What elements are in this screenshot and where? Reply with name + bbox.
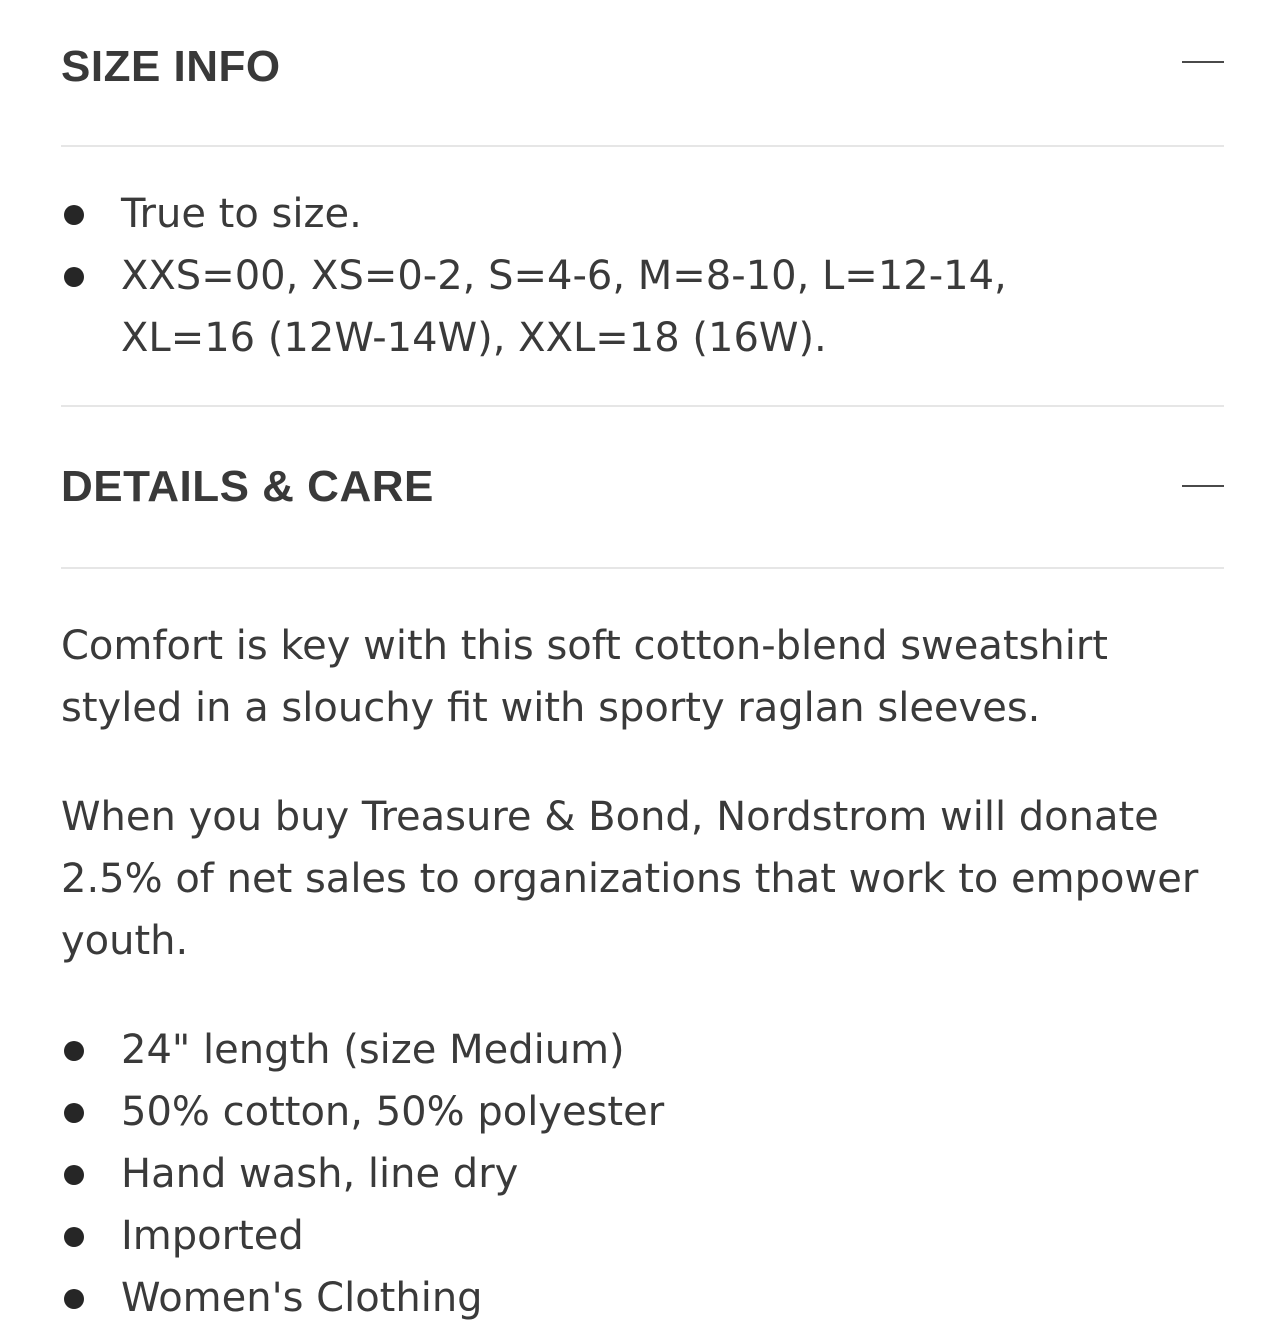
size-info-header[interactable] (61, 0, 1224, 134)
size-info-item-text: True to size. (121, 191, 362, 237)
details-care-body (61, 615, 1224, 1329)
product-info-panel (61, 0, 1224, 1329)
list-item (61, 183, 1224, 245)
bullet-icon (64, 205, 84, 225)
minus-icon (1182, 61, 1224, 63)
details-care-title: DETAILS & CARE (61, 462, 434, 511)
minus-icon (1182, 485, 1224, 487)
size-info-list (61, 183, 1224, 369)
details-care-header[interactable] (61, 407, 1224, 567)
details-care-divider (61, 567, 1224, 569)
details-item-text: Imported (121, 1213, 304, 1259)
list-item (61, 1081, 1224, 1143)
donation-paragraph: When you buy Treasure & Bond, Nordstrom will donate 2.5% of net sales to organizations that work to empower youth. (61, 794, 1199, 964)
details-item-text: Women's Clothing (121, 1275, 483, 1321)
details-item-text: 50% cotton, 50% polyester (121, 1089, 665, 1135)
list-item (61, 245, 1224, 369)
details-care-list (61, 1019, 1224, 1329)
bullet-icon (64, 267, 84, 287)
details-item-text: 24" length (size Medium) (121, 1027, 625, 1073)
description-paragraph: Comfort is key with this soft cotton-blend sweatshirt styled in a slouchy fit with sporty raglan sleeves. (61, 623, 1108, 731)
size-info-title: SIZE INFO (61, 42, 281, 91)
list-item (61, 1205, 1224, 1267)
list-item (61, 1019, 1224, 1081)
bullet-icon (64, 1103, 84, 1123)
bullet-icon (64, 1227, 84, 1247)
bullet-icon (64, 1041, 84, 1061)
bullet-icon (64, 1165, 84, 1185)
bullet-icon (64, 1289, 84, 1309)
details-care-collapse-button[interactable] (1178, 471, 1224, 501)
size-info-item-text: XXS=00, XS=0-2, S=4-6, M=8-10, L=12-14, XL=16 (12W-14W), XXL=18 (16W). (121, 253, 1007, 361)
list-item (61, 1267, 1224, 1329)
size-info-collapse-button[interactable] (1178, 47, 1224, 77)
size-info-divider (61, 145, 1224, 147)
list-item (61, 1143, 1224, 1205)
details-item-text: Hand wash, line dry (121, 1151, 519, 1197)
